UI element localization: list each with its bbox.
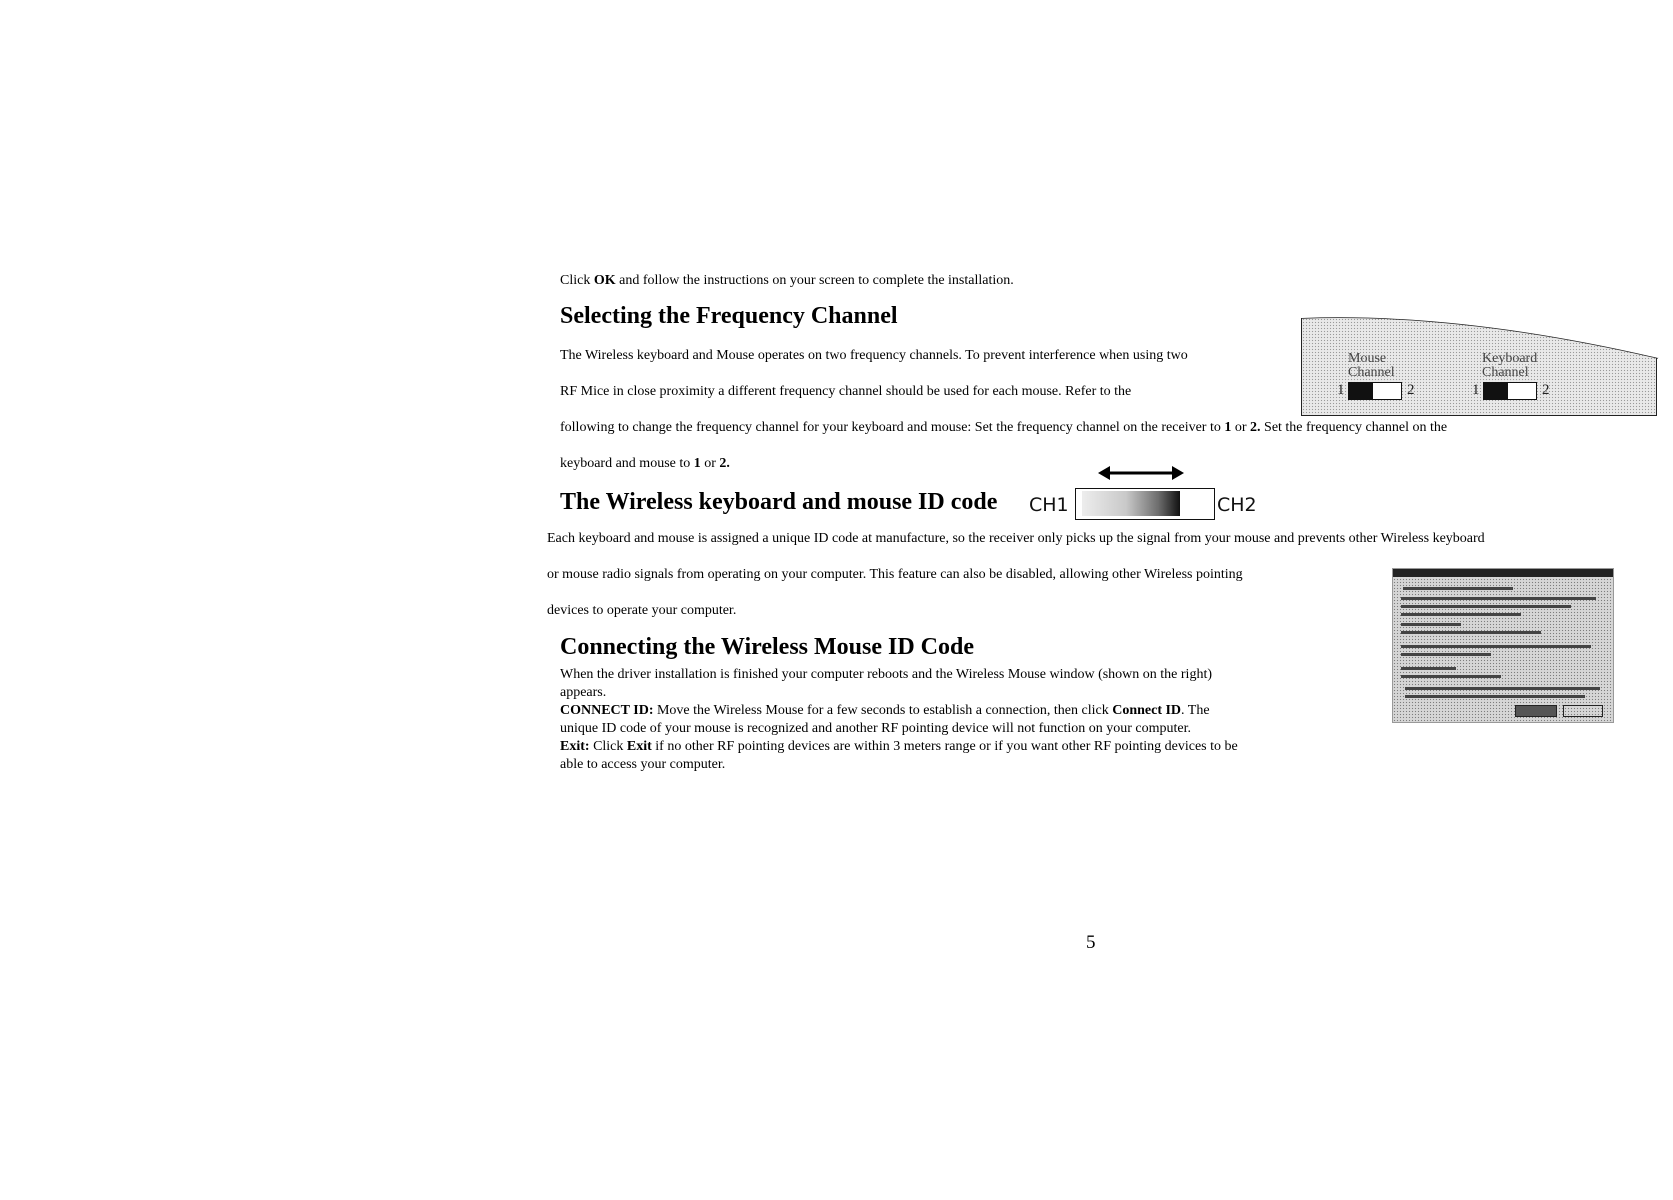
- connect-line-3-b: Connect ID: [1112, 703, 1182, 718]
- keyboard-channel-num-1: 1: [1472, 382, 1480, 398]
- mouse-channel-switch[interactable]: [1348, 382, 1402, 400]
- id-code-line-3: devices to operate your computer.: [547, 603, 737, 618]
- frequency-line-2: RF Mice in close proximity a different frequency channel should be used for each mouse. Refer to the: [560, 384, 1132, 399]
- channel-slider[interactable]: [1075, 488, 1215, 520]
- connect-id-button-thumb: [1515, 705, 1557, 717]
- mouse-channel-num-1: 1: [1337, 382, 1345, 398]
- intro-text-pre: Click: [560, 273, 594, 288]
- frequency-line-4: [560, 455, 730, 473]
- ch1-label: CH1: [1029, 494, 1069, 516]
- connect-line-2: appears.: [560, 685, 607, 700]
- frequency-line-3-e: Set the frequency channel on the: [1260, 420, 1448, 435]
- connect-line-5: [560, 738, 1238, 756]
- keyboard-channel-knob: [1484, 383, 1508, 399]
- connect-line-3-c: . The: [1181, 703, 1210, 718]
- frequency-line-3: [560, 419, 1447, 437]
- frequency-line-3-d: 2.: [1250, 420, 1261, 435]
- connect-line-5-c: if no other RF pointing devices are within 3 meters range or if you want other RF pointing devices to be: [651, 739, 1238, 754]
- frequency-line-3-a: following to change the frequency channel for your keyboard and mouse: Set the frequency channel on the receiver to: [560, 420, 1225, 435]
- connect-line-6: able to access your computer.: [560, 757, 726, 772]
- channel-slider-fill: [1082, 491, 1180, 516]
- mouse-channel-label-2: Channel: [1348, 365, 1395, 380]
- frequency-line-3-c: or: [1231, 420, 1251, 435]
- frequency-line-3-b: 1: [1224, 420, 1232, 435]
- id-code-line-1: Each keyboard and mouse is assigned a unique ID code at manufacture, so the receiver only picks up the signal from your mouse and prevents other Wireless keyboard: [547, 531, 1485, 546]
- connect-line-5-b: Exit: [626, 739, 652, 754]
- frequency-heading: Selecting the Frequency Channel: [560, 303, 898, 329]
- connect-line-3-a: Move the Wireless Mouse for a few seconds to establish a connection, then click: [653, 703, 1113, 718]
- connect-line-5-a: Click: [589, 739, 627, 754]
- mouse-channel-label-1: Mouse: [1348, 351, 1387, 366]
- connect-id-label: CONNECT ID:: [560, 703, 654, 718]
- intro-text-post: and follow the instructions on your screen to complete the installation.: [615, 273, 1014, 288]
- id-code-line-2: or mouse radio signals from operating on your computer. This feature can also be disabled, allowing other Wireless pointing: [547, 567, 1243, 582]
- connect-line-3: [560, 702, 1210, 720]
- exit-label: Exit:: [560, 739, 590, 754]
- frequency-line-4-d: 2.: [719, 456, 730, 471]
- keyboard-channel-label-2: Channel: [1482, 365, 1529, 380]
- channel-switch-illustration: [1301, 318, 1657, 416]
- frequency-line-4-c: or: [700, 456, 720, 471]
- keyboard-channel-label-1: Keyboard: [1482, 351, 1538, 366]
- connect-line-1: When the driver installation is finished your computer reboots and the Wireless Mouse window (shown on the right): [560, 667, 1212, 682]
- connect-line-4: unique ID code of your mouse is recognized and another RF pointing device will not function on your computer.: [560, 721, 1192, 736]
- mouse-channel-knob: [1349, 383, 1373, 399]
- keyboard-channel-switch[interactable]: [1483, 382, 1537, 400]
- mouse-channel-num-2: 2: [1407, 382, 1415, 398]
- double-arrow-icon: [1098, 464, 1184, 482]
- connect-heading: Connecting the Wireless Mouse ID Code: [560, 634, 974, 660]
- keyboard-channel-num-2: 2: [1542, 382, 1550, 398]
- window-title-bar: [1393, 569, 1613, 577]
- intro-line: [560, 272, 1014, 290]
- frequency-line-1: The Wireless keyboard and Mouse operates on two frequency channels. To prevent interference when using two: [560, 348, 1188, 363]
- frequency-line-4-b: 1: [693, 456, 701, 471]
- id-code-heading: The Wireless keyboard and mouse ID code: [560, 489, 998, 515]
- ok-label: OK: [593, 273, 616, 288]
- wireless-mouse-window-screenshot: [1392, 568, 1614, 723]
- page-number: 5: [1086, 932, 1096, 953]
- frequency-line-4-a: keyboard and mouse to: [560, 456, 694, 471]
- exit-button-thumb: [1563, 705, 1603, 717]
- ch2-label: CH2: [1217, 494, 1257, 516]
